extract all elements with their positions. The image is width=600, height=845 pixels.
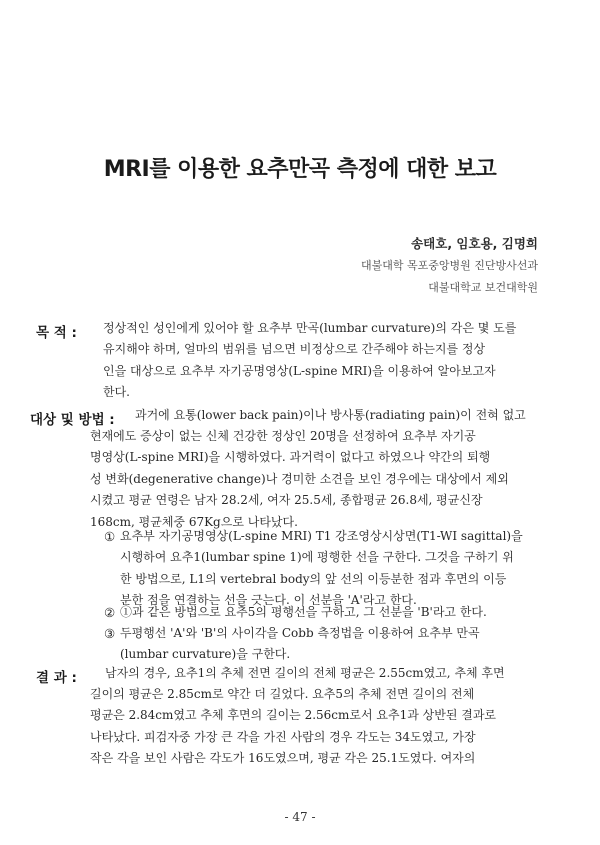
text-line: 시켰고 평균 연령은 남자 28.2세, 여자 25.5세, 종합평균 26.8세, 평균신장 [90,493,483,508]
paper-title: MRI를 이용한 요추만곡 측정에 대한 보고 [103,157,497,182]
method-item-1 [120,526,563,612]
page-number: - 47 - [284,810,316,824]
text-line: 한다. [103,385,130,400]
item-number-1: ① [104,529,116,544]
text-line: 분한 점을 연결하는 선을 긋는다. 이 선분을 'A'라고 한다. [120,593,417,608]
results-paragraph [90,684,563,770]
purpose-paragraph [103,318,563,404]
section-label-methods: 대상 및 방법 : [30,412,115,428]
item-number-3: ③ [104,626,116,641]
text-line: 인을 대상으로 요추부 자기공명영상(L-spine MRI)을 이용하여 알아보고자 [103,363,496,378]
text-line: 평균은 2.84cm였고 추체 후면의 길이는 2.56cm로서 요추1과 상반된 결과로 [90,708,496,723]
text-line: 작은 각을 보인 사람은 각도가 16도였으며, 평균 각은 25.1도였다. 여자의 [90,751,476,766]
text-line: 한 방법으로, L1의 vertebral body의 앞 선의 이등분한 점과 후면의 이등 [120,571,507,586]
affiliation-1: 대불대학 목포중앙병원 진단방사선과 [360,259,538,272]
text-line: 과거에 요통(lower back pain)이나 방사통(radiating pain)이 전혀 없고 [135,408,526,422]
text-line: 남자의 경우, 요추1의 추체 전면 길이의 전체 평균은 2.55cm였고, 추체 후면 [105,666,505,680]
text-line: 성 변화(degenerative change)나 경미한 소견을 보인 경우에는 대상에서 제외 [90,471,509,486]
text-line: 정상적인 성인에게 있어야 할 요추부 만곡(lumbar curvature)의 각은 몇 도를 [103,321,517,335]
text-line: 나타났다. 피검자중 가장 큰 각을 가진 사람의 경우 각도는 34도였고, 가장 [90,729,476,744]
section-label-purpose: 목 적 : [36,325,77,341]
results-first-line [105,663,563,684]
text-line: 명영상(L-spine MRI)을 시행하였다. 과거력이 없다고 하였으나 약간의 퇴행 [90,450,491,465]
methods-first-line [135,405,563,426]
text-line: ①과 같은 방법으로 요추5의 평행선을 구하고, 그 선분을 'B'라고 한다. [120,605,487,619]
text-line: 168cm, 평균체중 67Kg으로 나타났다. [90,514,298,529]
method-item-2 [120,602,563,623]
text-line: 두평행선 'A'와 'B'의 사이각을 Cobb 측정법을 이용하여 요추부 만곡 [120,626,480,640]
authors: 송태호, 임호용, 김명희 [411,236,538,251]
text-line: 요추부 자기공명영상(L-spine MRI) T1 강조영상시상면(T1-WI sagittal)을 [120,529,523,543]
text-line: (lumbar curvature)을 구한다. [120,647,291,662]
method-item-3 [120,623,563,666]
text-line: 길이의 평균은 2.85cm로 약간 더 길었다. 요추5의 추체 전면 길이의 전체 [90,687,475,701]
methods-paragraph [90,426,563,533]
item-number-2: ② [104,605,116,620]
affiliation-2: 대불대학교 보건대학원 [428,281,538,294]
section-label-results: 결 과 : [36,670,77,686]
text-line: 현재에도 증상이 없는 신체 건강한 정상인 20명을 선정하여 요추부 자기공 [90,429,476,443]
text-line: 유지해야 하며, 얼마의 범위를 넘으면 비정상으로 간주해야 하는지를 정상 [103,342,486,357]
text-line: 시행하여 요추1(lumbar spine 1)에 평행한 선을 구한다. 그것을 구하기 위 [120,550,514,565]
